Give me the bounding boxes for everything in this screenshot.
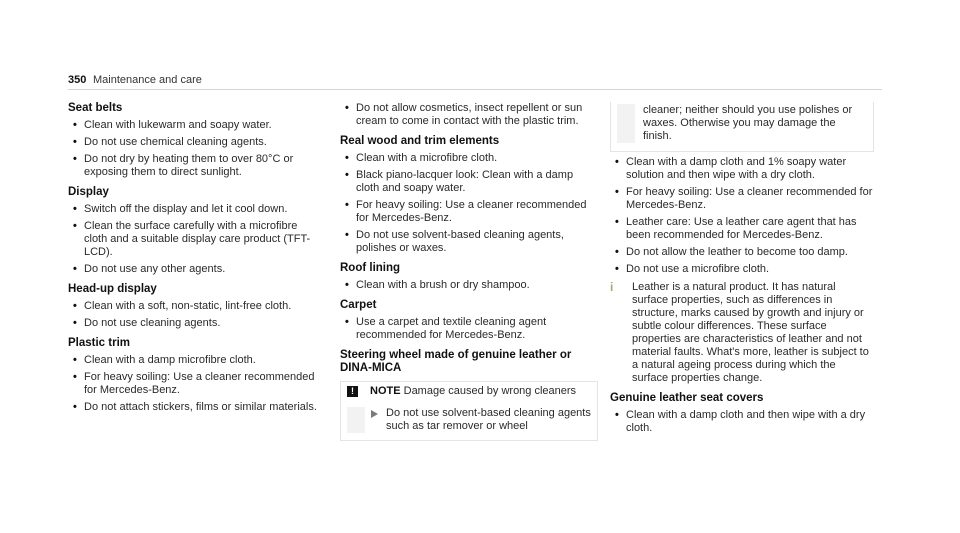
heading-leather-seat-covers: Genuine leather seat covers — [610, 392, 764, 404]
warning-icon: ! — [347, 386, 358, 397]
note-step-text: Do not use solvent-based cleaning agents such as tar remover or wheel — [386, 407, 591, 432]
info-icon: i — [610, 280, 614, 294]
column-right — [610, 102, 874, 435]
page-title: Maintenance and care — [93, 74, 202, 86]
plastic-trim-list-cont — [340, 102, 598, 128]
note-box — [340, 381, 598, 441]
list-item: • Do not use cleaning agents. — [68, 317, 318, 330]
list-item: • Black piano-lacquer look: Clean with a damp cloth and soapy water. — [340, 169, 598, 195]
list-item: • Switch off the display and let it cool down. — [68, 203, 318, 216]
note-label: NOTE — [370, 385, 401, 397]
page-header — [68, 74, 882, 90]
hud-list — [68, 300, 318, 330]
list-item: • For heavy soiling: Use a cleaner recommended for Mercedes-Benz. — [610, 186, 874, 212]
list-item: • Clean with a damp cloth and 1% soapy water solution and then wipe with a dry cloth. — [610, 156, 874, 182]
heading-steering-wheel: Steering wheel made of genuine leather or DINA-MICA — [340, 349, 572, 374]
list-item: • Do not allow the leather to become too damp. — [610, 246, 874, 259]
list-item: • Do not use a microfibre cloth. — [610, 263, 874, 276]
list-item: • Do not dry by heating them to over 80°C or exposing them to direct sunlight. — [68, 153, 318, 179]
page-number: 350 — [68, 74, 87, 86]
seat-belts-list — [68, 119, 318, 179]
list-item: • Do not allow cosmetics, insect repellent or sun cream to come in contact with the plastic trim. — [340, 102, 598, 128]
info-text: Leather is a natural product. It has natural surface properties, such as differences in structure, marks caused by growth and injury or subtle colour differences. These surface properties are characteristics of leather and not material faults. What's more, leather is subject to a natural ageing process during which the surface properties change. — [632, 281, 869, 384]
column-left — [68, 102, 318, 414]
list-item: • Do not use chemical cleaning agents. — [68, 136, 318, 149]
heading-roof-lining: Roof lining — [340, 262, 401, 274]
list-item: • For heavy soiling: Use a cleaner recommended for Mercedes-Benz. — [340, 199, 598, 225]
list-item: • Clean with lukewarm and soapy water. — [68, 119, 318, 132]
heading-plastic-trim: Plastic trim — [68, 337, 130, 349]
list-item: • Do not use solvent-based cleaning agents, polishes or waxes. — [340, 229, 598, 255]
list-item: • Clean the surface carefully with a microfibre cloth and a suitable display care product (TFT-LCD). — [68, 220, 318, 259]
heading-carpet: Carpet — [340, 299, 377, 311]
display-list — [68, 203, 318, 276]
note-box-continued — [610, 102, 874, 152]
list-item: • Use a carpet and textile cleaning agent recommended for Mercedes-Benz. — [340, 316, 598, 342]
note-step — [347, 407, 591, 433]
plastic-trim-list — [68, 354, 318, 414]
list-item: • Do not use any other agents. — [68, 263, 318, 276]
column-middle — [340, 102, 598, 441]
step-arrow-icon — [371, 410, 378, 418]
list-item: • Clean with a damp microfibre cloth. — [68, 354, 318, 367]
heading-seat-belts: Seat belts — [68, 102, 123, 114]
list-item: • Clean with a brush or dry shampoo. — [340, 279, 598, 292]
list-item: • Clean with a microfibre cloth. — [340, 152, 598, 165]
note-continued-text: cleaner; neither should you use polishes or waxes. Otherwise you may damage the finish. — [617, 104, 865, 143]
info-block — [610, 281, 874, 385]
leather-list — [610, 156, 874, 276]
list-item: • For heavy soiling: Use a cleaner recommended for Mercedes-Benz. — [68, 371, 318, 397]
heading-display: Display — [68, 186, 109, 198]
note-header — [347, 385, 591, 398]
heading-head-up-display: Head-up display — [68, 283, 157, 295]
carpet-list — [340, 316, 598, 342]
heading-real-wood: Real wood and trim elements — [340, 135, 500, 147]
seat-covers-list — [610, 409, 874, 435]
list-item: • Clean with a damp cloth and then wipe with a dry cloth. — [610, 409, 874, 435]
list-item: • Clean with a soft, non-static, lint-free cloth. — [68, 300, 318, 313]
wood-list — [340, 152, 598, 255]
list-item: • Leather care: Use a leather care agent that has been recommended for Mercedes-Benz. — [610, 216, 874, 242]
roof-list — [340, 279, 598, 292]
list-item: • Do not attach stickers, films or similar materials. — [68, 401, 318, 414]
note-text: Damage caused by wrong cleaners — [403, 385, 577, 397]
